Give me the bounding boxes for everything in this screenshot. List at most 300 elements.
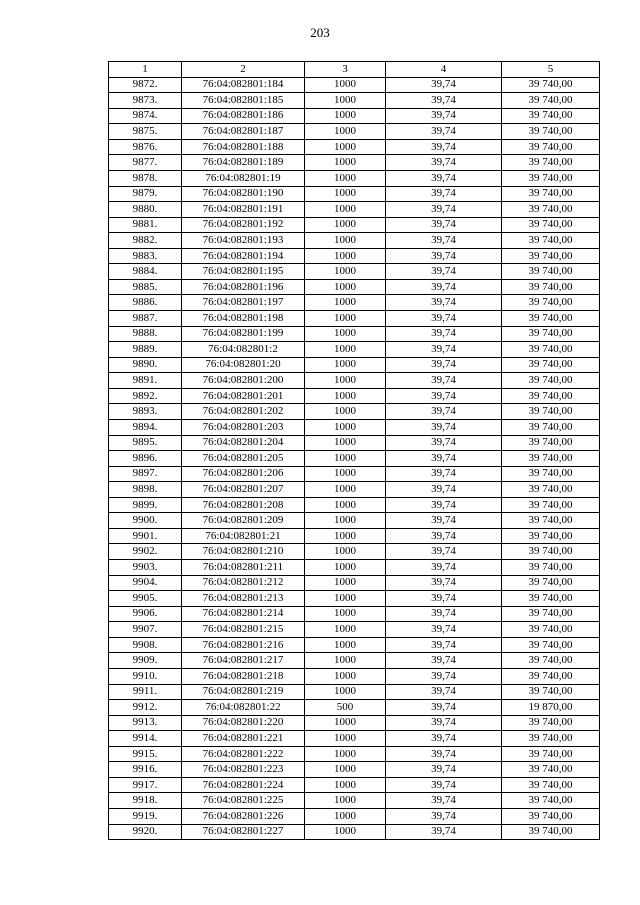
row-number-cell: 9907. [109, 622, 182, 638]
cadastral-number-cell: 76:04:082801:223 [182, 762, 305, 778]
cadastral-number-cell: 76:04:082801:184 [182, 77, 305, 93]
amount-cell: 39 740,00 [502, 108, 600, 124]
cadastral-number-cell: 76:04:082801:199 [182, 326, 305, 342]
rate-cell: 39,74 [386, 622, 502, 638]
area-cell: 1000 [305, 591, 386, 607]
table-body [109, 77, 600, 840]
rate-cell: 39,74 [386, 93, 502, 109]
row-number-cell: 9917. [109, 777, 182, 793]
row-number-cell: 9881. [109, 217, 182, 233]
cadastral-number-cell: 76:04:082801:224 [182, 777, 305, 793]
cadastral-number-cell: 76:04:082801:202 [182, 404, 305, 420]
table-row [109, 124, 600, 140]
rate-cell: 39,74 [386, 77, 502, 93]
area-cell: 1000 [305, 295, 386, 311]
amount-cell: 39 740,00 [502, 435, 600, 451]
rate-cell: 39,74 [386, 575, 502, 591]
area-cell: 1000 [305, 264, 386, 280]
table-row [109, 233, 600, 249]
cadastral-number-cell: 76:04:082801:195 [182, 264, 305, 280]
data-table [108, 61, 600, 840]
row-number-cell: 9892. [109, 388, 182, 404]
header-row [109, 62, 600, 78]
rate-cell: 39,74 [386, 560, 502, 576]
amount-cell: 39 740,00 [502, 591, 600, 607]
rate-cell: 39,74 [386, 466, 502, 482]
table-row [109, 544, 600, 560]
area-cell: 1000 [305, 824, 386, 840]
cadastral-number-cell: 76:04:082801:221 [182, 731, 305, 747]
cadastral-number-cell: 76:04:082801:20 [182, 357, 305, 373]
area-cell: 1000 [305, 809, 386, 825]
amount-cell: 39 740,00 [502, 466, 600, 482]
cadastral-number-cell: 76:04:082801:200 [182, 373, 305, 389]
amount-cell: 39 740,00 [502, 482, 600, 498]
row-number-cell: 9890. [109, 357, 182, 373]
area-cell: 1000 [305, 715, 386, 731]
rate-cell: 39,74 [386, 668, 502, 684]
cadastral-number-cell: 76:04:082801:215 [182, 622, 305, 638]
amount-cell: 39 740,00 [502, 637, 600, 653]
row-number-cell: 9894. [109, 419, 182, 435]
row-number-cell: 9880. [109, 202, 182, 218]
amount-cell: 39 740,00 [502, 419, 600, 435]
rate-cell: 39,74 [386, 295, 502, 311]
cadastral-number-cell: 76:04:082801:186 [182, 108, 305, 124]
cadastral-number-cell: 76:04:082801:203 [182, 419, 305, 435]
row-number-cell: 9883. [109, 248, 182, 264]
row-number-cell: 9916. [109, 762, 182, 778]
cadastral-number-cell: 76:04:082801:185 [182, 93, 305, 109]
rate-cell: 39,74 [386, 606, 502, 622]
column-header-1: 1 [109, 62, 182, 78]
row-number-cell: 9904. [109, 575, 182, 591]
table-row [109, 684, 600, 700]
area-cell: 1000 [305, 435, 386, 451]
area-cell: 1000 [305, 684, 386, 700]
rate-cell: 39,74 [386, 108, 502, 124]
cadastral-number-cell: 76:04:082801:208 [182, 497, 305, 513]
row-number-cell: 9915. [109, 746, 182, 762]
area-cell: 1000 [305, 77, 386, 93]
rate-cell: 39,74 [386, 357, 502, 373]
amount-cell: 39 740,00 [502, 388, 600, 404]
table-row [109, 357, 600, 373]
cadastral-number-cell: 76:04:082801:210 [182, 544, 305, 560]
rate-cell: 39,74 [386, 170, 502, 186]
row-number-cell: 9914. [109, 731, 182, 747]
rate-cell: 39,74 [386, 404, 502, 420]
row-number-cell: 9888. [109, 326, 182, 342]
rate-cell: 39,74 [386, 124, 502, 140]
cadastral-number-cell: 76:04:082801:214 [182, 606, 305, 622]
amount-cell: 39 740,00 [502, 124, 600, 140]
rate-cell: 39,74 [386, 497, 502, 513]
area-cell: 1000 [305, 731, 386, 747]
cadastral-number-cell: 76:04:082801:201 [182, 388, 305, 404]
page-number: 203 [310, 25, 330, 40]
rate-cell: 39,74 [386, 342, 502, 358]
row-number-cell: 9900. [109, 513, 182, 529]
table-row [109, 404, 600, 420]
area-cell: 1000 [305, 451, 386, 467]
area-cell: 1000 [305, 217, 386, 233]
rate-cell: 39,74 [386, 653, 502, 669]
area-cell: 1000 [305, 746, 386, 762]
table-row [109, 279, 600, 295]
area-cell: 1000 [305, 668, 386, 684]
area-cell: 1000 [305, 575, 386, 591]
cadastral-number-cell: 76:04:082801:198 [182, 311, 305, 327]
amount-cell: 39 740,00 [502, 217, 600, 233]
rate-cell: 39,74 [386, 311, 502, 327]
area-cell: 1000 [305, 466, 386, 482]
area-cell: 1000 [305, 637, 386, 653]
area-cell: 1000 [305, 311, 386, 327]
amount-cell: 39 740,00 [502, 404, 600, 420]
row-number-cell: 9876. [109, 139, 182, 155]
table-row [109, 762, 600, 778]
table-row [109, 295, 600, 311]
area-cell: 1000 [305, 793, 386, 809]
amount-cell: 39 740,00 [502, 264, 600, 280]
table-row [109, 591, 600, 607]
row-number-cell: 9893. [109, 404, 182, 420]
row-number-cell: 9912. [109, 700, 182, 716]
row-number-cell: 9901. [109, 528, 182, 544]
table-row [109, 248, 600, 264]
rate-cell: 39,74 [386, 700, 502, 716]
table-row [109, 824, 600, 840]
table-row [109, 560, 600, 576]
amount-cell: 39 740,00 [502, 684, 600, 700]
rate-cell: 39,74 [386, 419, 502, 435]
row-number-cell: 9906. [109, 606, 182, 622]
amount-cell: 39 740,00 [502, 202, 600, 218]
area-cell: 1000 [305, 777, 386, 793]
rate-cell: 39,74 [386, 809, 502, 825]
row-number-cell: 9884. [109, 264, 182, 280]
area-cell: 1000 [305, 357, 386, 373]
table-row [109, 373, 600, 389]
table-row [109, 93, 600, 109]
rate-cell: 39,74 [386, 451, 502, 467]
amount-cell: 39 740,00 [502, 311, 600, 327]
cadastral-number-cell: 76:04:082801:218 [182, 668, 305, 684]
amount-cell: 39 740,00 [502, 668, 600, 684]
area-cell: 1000 [305, 186, 386, 202]
amount-cell: 39 740,00 [502, 528, 600, 544]
rate-cell: 39,74 [386, 746, 502, 762]
table-row [109, 155, 600, 171]
table-row [109, 217, 600, 233]
area-cell: 1000 [305, 560, 386, 576]
rate-cell: 39,74 [386, 233, 502, 249]
row-number-cell: 9875. [109, 124, 182, 140]
area-cell: 1000 [305, 202, 386, 218]
row-number-cell: 9909. [109, 653, 182, 669]
rate-cell: 39,74 [386, 528, 502, 544]
row-number-cell: 9882. [109, 233, 182, 249]
area-cell: 1000 [305, 124, 386, 140]
cadastral-number-cell: 76:04:082801:192 [182, 217, 305, 233]
table-row [109, 746, 600, 762]
cadastral-number-cell: 76:04:082801:189 [182, 155, 305, 171]
cadastral-number-cell: 76:04:082801:217 [182, 653, 305, 669]
amount-cell: 39 740,00 [502, 295, 600, 311]
cadastral-number-cell: 76:04:082801:216 [182, 637, 305, 653]
row-number-cell: 9902. [109, 544, 182, 560]
row-number-cell: 9873. [109, 93, 182, 109]
cadastral-number-cell: 76:04:082801:205 [182, 451, 305, 467]
amount-cell: 39 740,00 [502, 793, 600, 809]
row-number-cell: 9905. [109, 591, 182, 607]
area-cell: 1000 [305, 653, 386, 669]
table-row [109, 715, 600, 731]
amount-cell: 39 740,00 [502, 606, 600, 622]
rate-cell: 39,74 [386, 715, 502, 731]
row-number-cell: 9899. [109, 497, 182, 513]
amount-cell: 39 740,00 [502, 809, 600, 825]
row-number-cell: 9877. [109, 155, 182, 171]
row-number-cell: 9872. [109, 77, 182, 93]
row-number-cell: 9878. [109, 170, 182, 186]
table-row [109, 451, 600, 467]
table-row [109, 528, 600, 544]
table-row [109, 311, 600, 327]
rate-cell: 39,74 [386, 139, 502, 155]
cadastral-number-cell: 76:04:082801:197 [182, 295, 305, 311]
amount-cell: 39 740,00 [502, 762, 600, 778]
table-row [109, 342, 600, 358]
area-cell: 1000 [305, 279, 386, 295]
cadastral-number-cell: 76:04:082801:227 [182, 824, 305, 840]
area-cell: 1000 [305, 108, 386, 124]
cadastral-number-cell: 76:04:082801:196 [182, 279, 305, 295]
table-row [109, 202, 600, 218]
rate-cell: 39,74 [386, 482, 502, 498]
table-row [109, 139, 600, 155]
rate-cell: 39,74 [386, 388, 502, 404]
area-cell: 1000 [305, 544, 386, 560]
amount-cell: 39 740,00 [502, 357, 600, 373]
rate-cell: 39,74 [386, 202, 502, 218]
cadastral-number-cell: 76:04:082801:213 [182, 591, 305, 607]
amount-cell: 39 740,00 [502, 155, 600, 171]
area-cell: 1000 [305, 326, 386, 342]
area-cell: 1000 [305, 419, 386, 435]
amount-cell: 39 740,00 [502, 497, 600, 513]
amount-cell: 39 740,00 [502, 560, 600, 576]
cadastral-number-cell: 76:04:082801:207 [182, 482, 305, 498]
cadastral-number-cell: 76:04:082801:209 [182, 513, 305, 529]
row-number-cell: 9895. [109, 435, 182, 451]
cadastral-number-cell: 76:04:082801:204 [182, 435, 305, 451]
row-number-cell: 9887. [109, 311, 182, 327]
area-cell: 1000 [305, 404, 386, 420]
amount-cell: 39 740,00 [502, 279, 600, 295]
table-row [109, 700, 600, 716]
cadastral-number-cell: 76:04:082801:222 [182, 746, 305, 762]
rate-cell: 39,74 [386, 762, 502, 778]
row-number-cell: 9911. [109, 684, 182, 700]
rate-cell: 39,74 [386, 155, 502, 171]
amount-cell: 39 740,00 [502, 170, 600, 186]
cadastral-number-cell: 76:04:082801:187 [182, 124, 305, 140]
area-cell: 1000 [305, 513, 386, 529]
table-row [109, 482, 600, 498]
cadastral-number-cell: 76:04:082801:19 [182, 170, 305, 186]
area-cell: 1000 [305, 233, 386, 249]
table-row [109, 170, 600, 186]
amount-cell: 39 740,00 [502, 139, 600, 155]
table-row [109, 388, 600, 404]
amount-cell: 39 740,00 [502, 544, 600, 560]
row-number-cell: 9886. [109, 295, 182, 311]
cadastral-number-cell: 76:04:082801:225 [182, 793, 305, 809]
rate-cell: 39,74 [386, 217, 502, 233]
table-row [109, 668, 600, 684]
row-number-cell: 9897. [109, 466, 182, 482]
table-row [109, 419, 600, 435]
cadastral-number-cell: 76:04:082801:194 [182, 248, 305, 264]
area-cell: 1000 [305, 388, 386, 404]
table-row [109, 108, 600, 124]
table-row [109, 435, 600, 451]
rate-cell: 39,74 [386, 793, 502, 809]
cadastral-number-cell: 76:04:082801:193 [182, 233, 305, 249]
rate-cell: 39,74 [386, 435, 502, 451]
rate-cell: 39,74 [386, 591, 502, 607]
table-row [109, 637, 600, 653]
cadastral-number-cell: 76:04:082801:22 [182, 700, 305, 716]
cadastral-number-cell: 76:04:082801:220 [182, 715, 305, 731]
table-row [109, 77, 600, 93]
amount-cell: 39 740,00 [502, 186, 600, 202]
table-row [109, 606, 600, 622]
rate-cell: 39,74 [386, 248, 502, 264]
rate-cell: 39,74 [386, 513, 502, 529]
row-number-cell: 9889. [109, 342, 182, 358]
rate-cell: 39,74 [386, 373, 502, 389]
amount-cell: 39 740,00 [502, 248, 600, 264]
table-row [109, 186, 600, 202]
row-number-cell: 9918. [109, 793, 182, 809]
row-number-cell: 9903. [109, 560, 182, 576]
area-cell: 1000 [305, 373, 386, 389]
row-number-cell: 9896. [109, 451, 182, 467]
rate-cell: 39,74 [386, 777, 502, 793]
table-row [109, 264, 600, 280]
amount-cell: 39 740,00 [502, 513, 600, 529]
area-cell: 1000 [305, 622, 386, 638]
area-cell: 1000 [305, 762, 386, 778]
area-cell: 1000 [305, 497, 386, 513]
amount-cell: 19 870,00 [502, 700, 600, 716]
column-header-3: 3 [305, 62, 386, 78]
table-row [109, 622, 600, 638]
column-header-4: 4 [386, 62, 502, 78]
table-row [109, 809, 600, 825]
rate-cell: 39,74 [386, 824, 502, 840]
cadastral-number-cell: 76:04:082801:21 [182, 528, 305, 544]
area-cell: 1000 [305, 139, 386, 155]
amount-cell: 39 740,00 [502, 824, 600, 840]
area-cell: 1000 [305, 342, 386, 358]
rate-cell: 39,74 [386, 637, 502, 653]
area-cell: 1000 [305, 528, 386, 544]
cadastral-number-cell: 76:04:082801:2 [182, 342, 305, 358]
area-cell: 1000 [305, 482, 386, 498]
amount-cell: 39 740,00 [502, 715, 600, 731]
table-row [109, 653, 600, 669]
amount-cell: 39 740,00 [502, 731, 600, 747]
amount-cell: 39 740,00 [502, 373, 600, 389]
cadastral-number-cell: 76:04:082801:226 [182, 809, 305, 825]
rate-cell: 39,74 [386, 264, 502, 280]
amount-cell: 39 740,00 [502, 342, 600, 358]
amount-cell: 39 740,00 [502, 622, 600, 638]
table-row [109, 575, 600, 591]
table-row [109, 731, 600, 747]
area-cell: 1000 [305, 170, 386, 186]
rate-cell: 39,74 [386, 731, 502, 747]
rate-cell: 39,74 [386, 186, 502, 202]
cadastral-number-cell: 76:04:082801:219 [182, 684, 305, 700]
amount-cell: 39 740,00 [502, 575, 600, 591]
row-number-cell: 9920. [109, 824, 182, 840]
row-number-cell: 9879. [109, 186, 182, 202]
table-row [109, 793, 600, 809]
row-number-cell: 9908. [109, 637, 182, 653]
table-row [109, 326, 600, 342]
row-number-cell: 9913. [109, 715, 182, 731]
amount-cell: 39 740,00 [502, 233, 600, 249]
column-header-5: 5 [502, 62, 600, 78]
table-row [109, 497, 600, 513]
cadastral-number-cell: 76:04:082801:206 [182, 466, 305, 482]
cadastral-number-cell: 76:04:082801:190 [182, 186, 305, 202]
amount-cell: 39 740,00 [502, 93, 600, 109]
amount-cell: 39 740,00 [502, 77, 600, 93]
area-cell: 1000 [305, 606, 386, 622]
amount-cell: 39 740,00 [502, 451, 600, 467]
table-row [109, 777, 600, 793]
area-cell: 500 [305, 700, 386, 716]
row-number-cell: 9874. [109, 108, 182, 124]
rate-cell: 39,74 [386, 544, 502, 560]
cadastral-number-cell: 76:04:082801:212 [182, 575, 305, 591]
area-cell: 1000 [305, 155, 386, 171]
area-cell: 1000 [305, 93, 386, 109]
rate-cell: 39,74 [386, 279, 502, 295]
amount-cell: 39 740,00 [502, 777, 600, 793]
table-row [109, 513, 600, 529]
table-header [109, 62, 600, 78]
row-number-cell: 9919. [109, 809, 182, 825]
table-row [109, 466, 600, 482]
cadastral-number-cell: 76:04:082801:191 [182, 202, 305, 218]
amount-cell: 39 740,00 [502, 746, 600, 762]
column-header-2: 2 [182, 62, 305, 78]
cadastral-number-cell: 76:04:082801:188 [182, 139, 305, 155]
amount-cell: 39 740,00 [502, 653, 600, 669]
row-number-cell: 9910. [109, 668, 182, 684]
amount-cell: 39 740,00 [502, 326, 600, 342]
area-cell: 1000 [305, 248, 386, 264]
row-number-cell: 9891. [109, 373, 182, 389]
cadastral-number-cell: 76:04:082801:211 [182, 560, 305, 576]
